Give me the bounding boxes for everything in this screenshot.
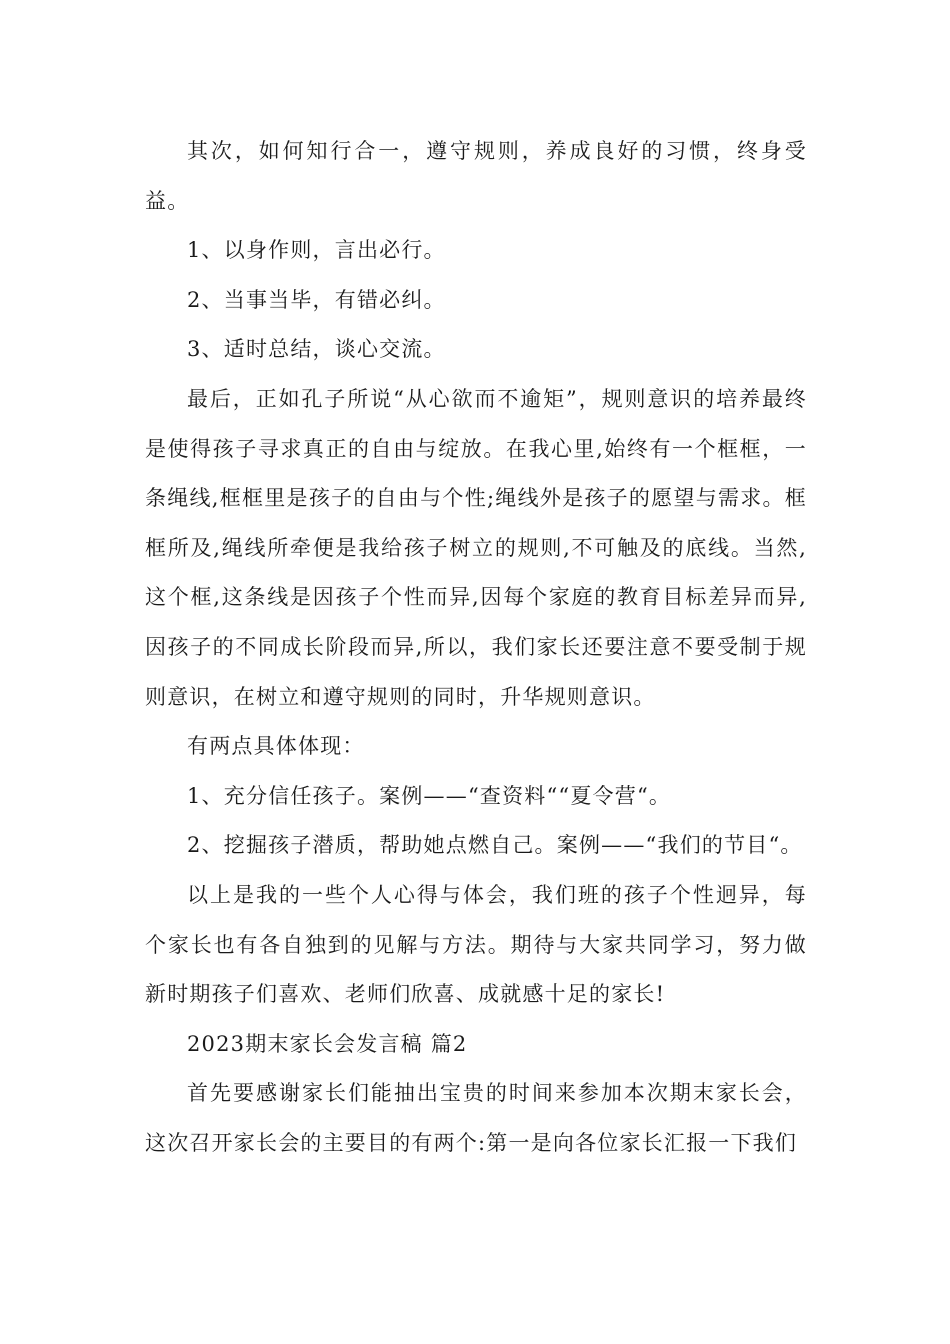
paragraph-10: 首先要感谢家长们能抽出宝贵的时间来参加本次期末家长会，这次召开家长会的主要目的有两个:第一是向各位家长汇报一下我们 (145, 1081, 807, 1155)
paragraph-8: 2、挖掘孩子潜质，帮助她点燃自己。案例——“我们的节目“。 (187, 833, 803, 858)
paragraph-6: 有两点具体体现： (187, 734, 365, 759)
paragraph-7: 1、充分信任孩子。案例——“查资料““夏令营“。 (187, 783, 672, 808)
paragraph-1: 其次，如何知行合一，遵守规则，养成良好的习惯，终身受益。 (145, 139, 807, 213)
document-body (145, 127, 807, 1168)
paragraph-9: 以上是我的一些个人心得与体会，我们班的孩子个性迥异，每个家长也有各自独到的见解与方法。期待与大家共同学习，努力做新时期孩子们喜欢、老师们欣喜、成就感十足的家长! (145, 882, 807, 1007)
paragraph-4: 3、适时总结，谈心交流。 (187, 337, 446, 362)
paragraph-5: 最后，正如孔子所说“从心欲而不逾矩”，规则意识的培养最终是使得孩子寻求真正的自由与绽放。在我心里,始终有一个框框，一条绳线,框框里是孩子的自由与个性;绳线外是孩子的愿望与需求。框框所及,绳线所牵便是我给孩子树立的规则,不可触及的底线。当然,这个框,这条线是因孩子个性而异,因每个家庭的教育目标差异而异,因孩子的不同成长阶段而异,所以，我们家长还要注意不要受制于规则意识，在树立和遵守规则的同时，升华规则意识。 (145, 386, 807, 709)
paragraph-3: 2、当事当毕，有错必纠。 (187, 287, 446, 312)
paragraph-2: 1、以身作则，言出必行。 (187, 238, 446, 263)
section-heading: 2023期末家长会发言稿 篇2 (187, 1031, 468, 1056)
